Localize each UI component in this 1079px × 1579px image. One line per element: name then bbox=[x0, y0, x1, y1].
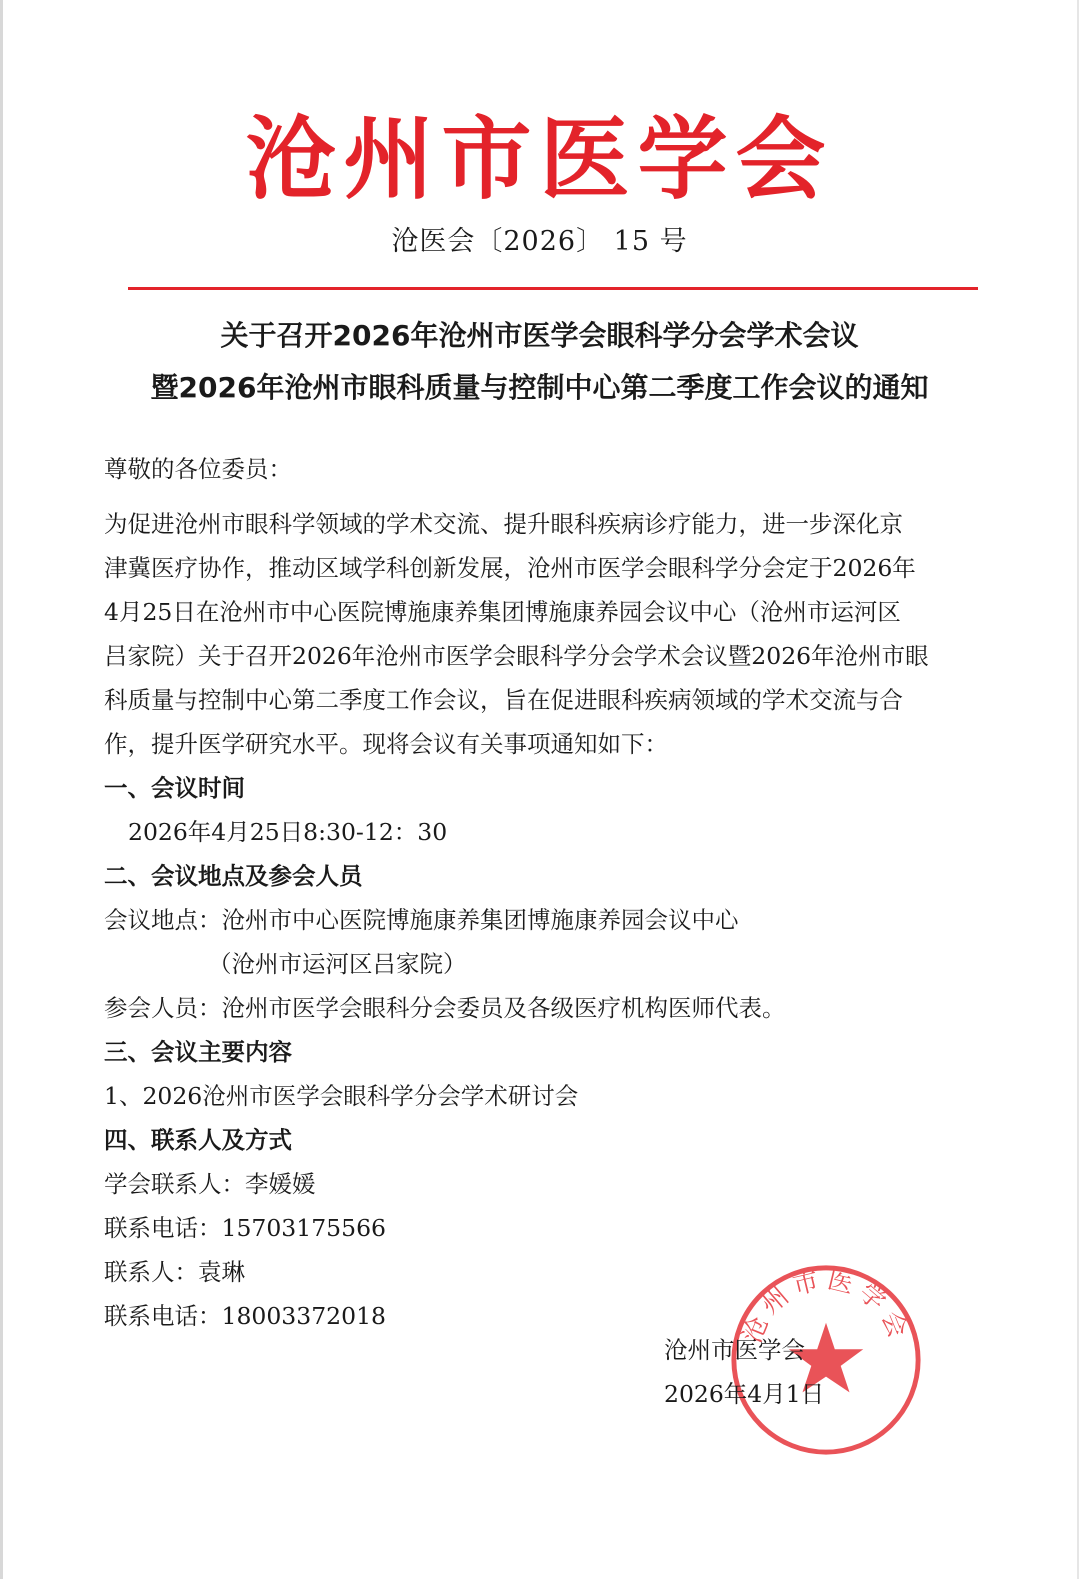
meeting-attendees: 参会人员：沧州市医学会眼科分会委员及各级医疗机构医师代表。 bbox=[104, 994, 786, 1022]
seal-text: 沧州市医学会 bbox=[737, 1264, 915, 1348]
intro-line: 科质量与控制中心第二季度工作会议，旨在促进眼科疾病领域的学术交流与合 bbox=[104, 686, 903, 714]
intro-line: 津冀医疗协作，推动区域学科创新发展，沧州市医学会眼科学分会定于2026年 bbox=[104, 554, 916, 582]
document-number: 沧医会〔2026〕 15 号 bbox=[391, 226, 688, 257]
meeting-time: 2026年4月25日8:30-12：30 bbox=[128, 818, 448, 846]
red-divider-line bbox=[128, 287, 978, 290]
signature-date: 2026年4月1日 bbox=[664, 1380, 825, 1408]
organization-header: 沧州市医学会 bbox=[245, 107, 834, 212]
salutation: 尊敬的各位委员： bbox=[104, 455, 292, 483]
intro-line: 吕家院）关于召开2026年沧州市医学会眼科学分会学术会议暨2026年沧州市眼 bbox=[104, 642, 929, 670]
intro-line: 作，提升医学研究水平。现将会议有关事项通知如下： bbox=[104, 730, 668, 758]
contact-phone: 联系电话：15703175566 bbox=[104, 1214, 386, 1242]
content-item: 1、2026沧州市医学会眼科学分会学术研讨会 bbox=[104, 1082, 579, 1110]
contact-name: 联系人：袁琳 bbox=[104, 1258, 245, 1286]
meeting-venue: 会议地点：沧州市中心医院博施康养集团博施康养园会议中心 bbox=[104, 906, 739, 934]
contact-name: 学会联系人：李媛媛 bbox=[104, 1170, 316, 1198]
contact-phone: 联系电话：18003372018 bbox=[104, 1302, 386, 1330]
notice-title-line-1: 关于召开2026年沧州市医学会眼科学分会学术会议 bbox=[220, 319, 859, 352]
signature-organization: 沧州市医学会 bbox=[664, 1336, 805, 1364]
intro-line: 为促进沧州市眼科学领域的学术交流、提升眼科疾病诊疗能力，进一步深化京 bbox=[104, 510, 903, 538]
intro-line: 4月25日在沧州市中心医院博施康养集团博施康养园会议中心（沧州市运河区 bbox=[104, 598, 901, 626]
section-heading-venue: 二、会议地点及参会人员 bbox=[104, 862, 363, 890]
meeting-venue-address: （沧州市运河区吕家院） bbox=[208, 950, 467, 978]
section-heading-contacts: 四、联系人及方式 bbox=[104, 1126, 292, 1154]
section-heading-content: 三、会议主要内容 bbox=[104, 1038, 292, 1066]
notice-title-line-2: 暨2026年沧州市眼科质量与控制中心第二季度工作会议的通知 bbox=[150, 371, 929, 404]
section-heading-time: 一、会议时间 bbox=[104, 774, 245, 802]
